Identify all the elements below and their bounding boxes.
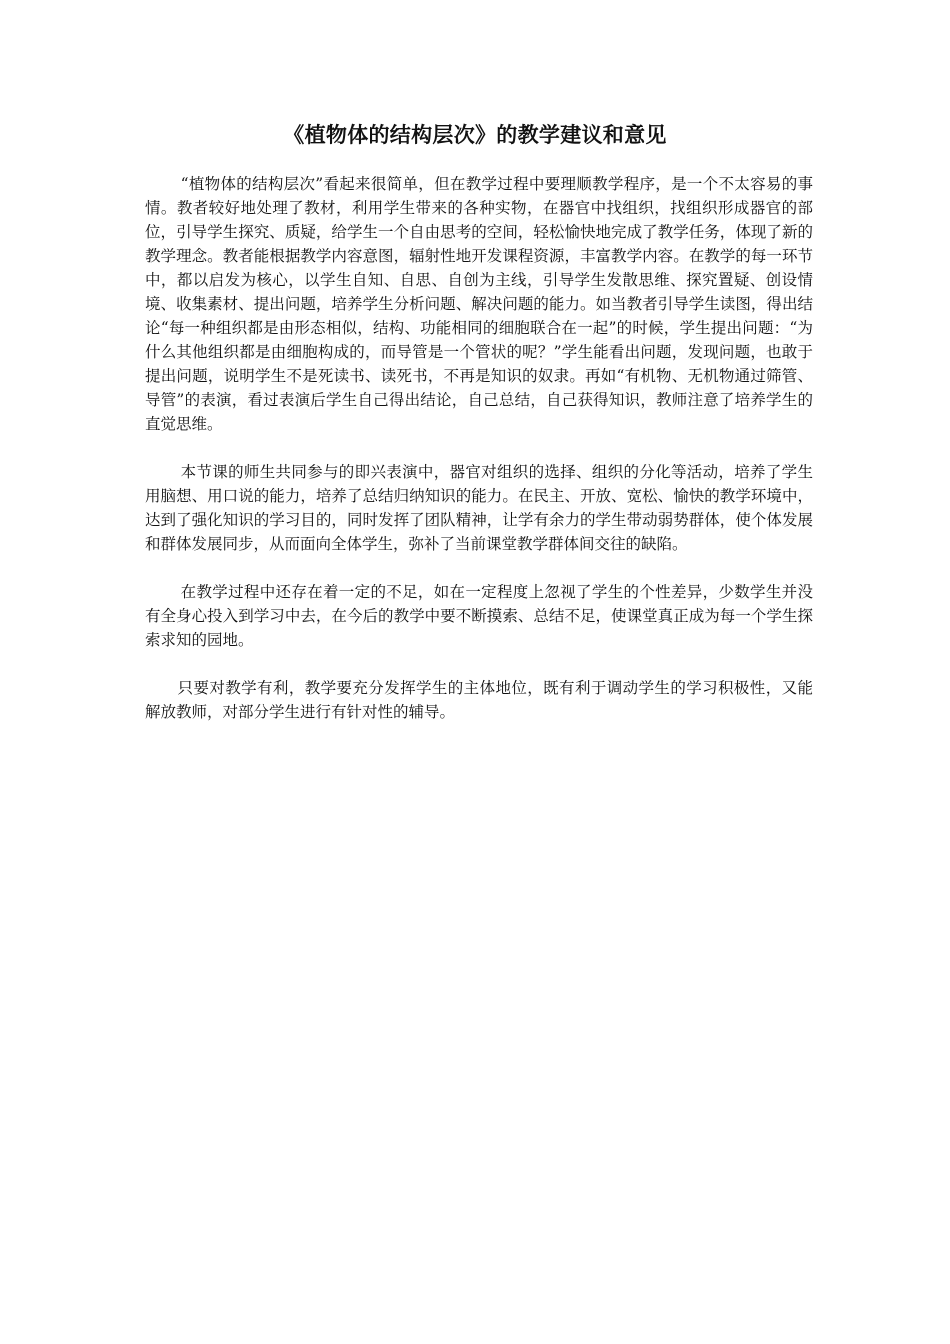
paragraph-4: 只要对教学有利，教学要充分发挥学生的主体地位，既有利于调动学生的学习积极性，又能解放教师，对部分学生进行有针对性的辅导。 bbox=[145, 679, 813, 721]
document-title: 《植物体的结构层次》的教学建议和意见 bbox=[283, 123, 667, 147]
paragraph-2: 本节课的师生共同参与的即兴表演中，器官对组织的选择、组织的分化等活动，培养了学生用脑想、用口说的能力，培养了总结归纳知识的能力。在民主、开放、宽松、愉快的教学环境中，达到了强化知识的学习目的，同时发挥了团队精神，让学有余力的学生带动弱势群体，使个体发展和群体发展同步，从而面向全体学生，弥补了当前课堂教学群体间交往的缺陷。 bbox=[145, 463, 813, 553]
paragraph-3: 在教学过程中还存在着一定的不足，如在一定程度上忽视了学生的个性差异，少数学生并没有全身心投入到学习中去，在今后的教学中要不断摸索、总结不足，使课堂真正成为每一个学生探索求知的园地。 bbox=[145, 583, 813, 649]
document-body bbox=[145, 172, 813, 748]
paragraph-1: “植物体的结构层次”看起来很简单，但在教学过程中要理顺教学程序，是一个不太容易的事情。教者较好地处理了教材，利用学生带来的各种实物，在器官中找组织，找组织形成器官的部位，引导学生探究、质疑，给学生一个自由思考的空间，轻松愉快地完成了教学任务，体现了新的教学理念。教者能根据教学内容意图，辐射性地开发课程资源，丰富教学内容。在教学的每一环节中，都以启发为核心，以学生自知、自思、自创为主线，引导学生发散思维、探究置疑、创设情境、收集素材、提出问题，培养学生分析问题、解决问题的能力。如当教者引导学生读图，得出结论“每一种组织都是由形态相似，结构、功能相同的细胞联合在一起”的时候，学生提出问题：“为什么其他组织都是由细胞构成的，而导管是一个管状的呢？”学生能看出问题，发现问题，也敢于提出问题，说明学生不是死读书、读死书，不再是知识的奴隶。再如“有机物、无机物通过筛管、导管”的表演，看过表演后学生自己得出结论，自己总结，自己获得知识，教师注意了培养学生的直觉思维。 bbox=[145, 175, 813, 433]
